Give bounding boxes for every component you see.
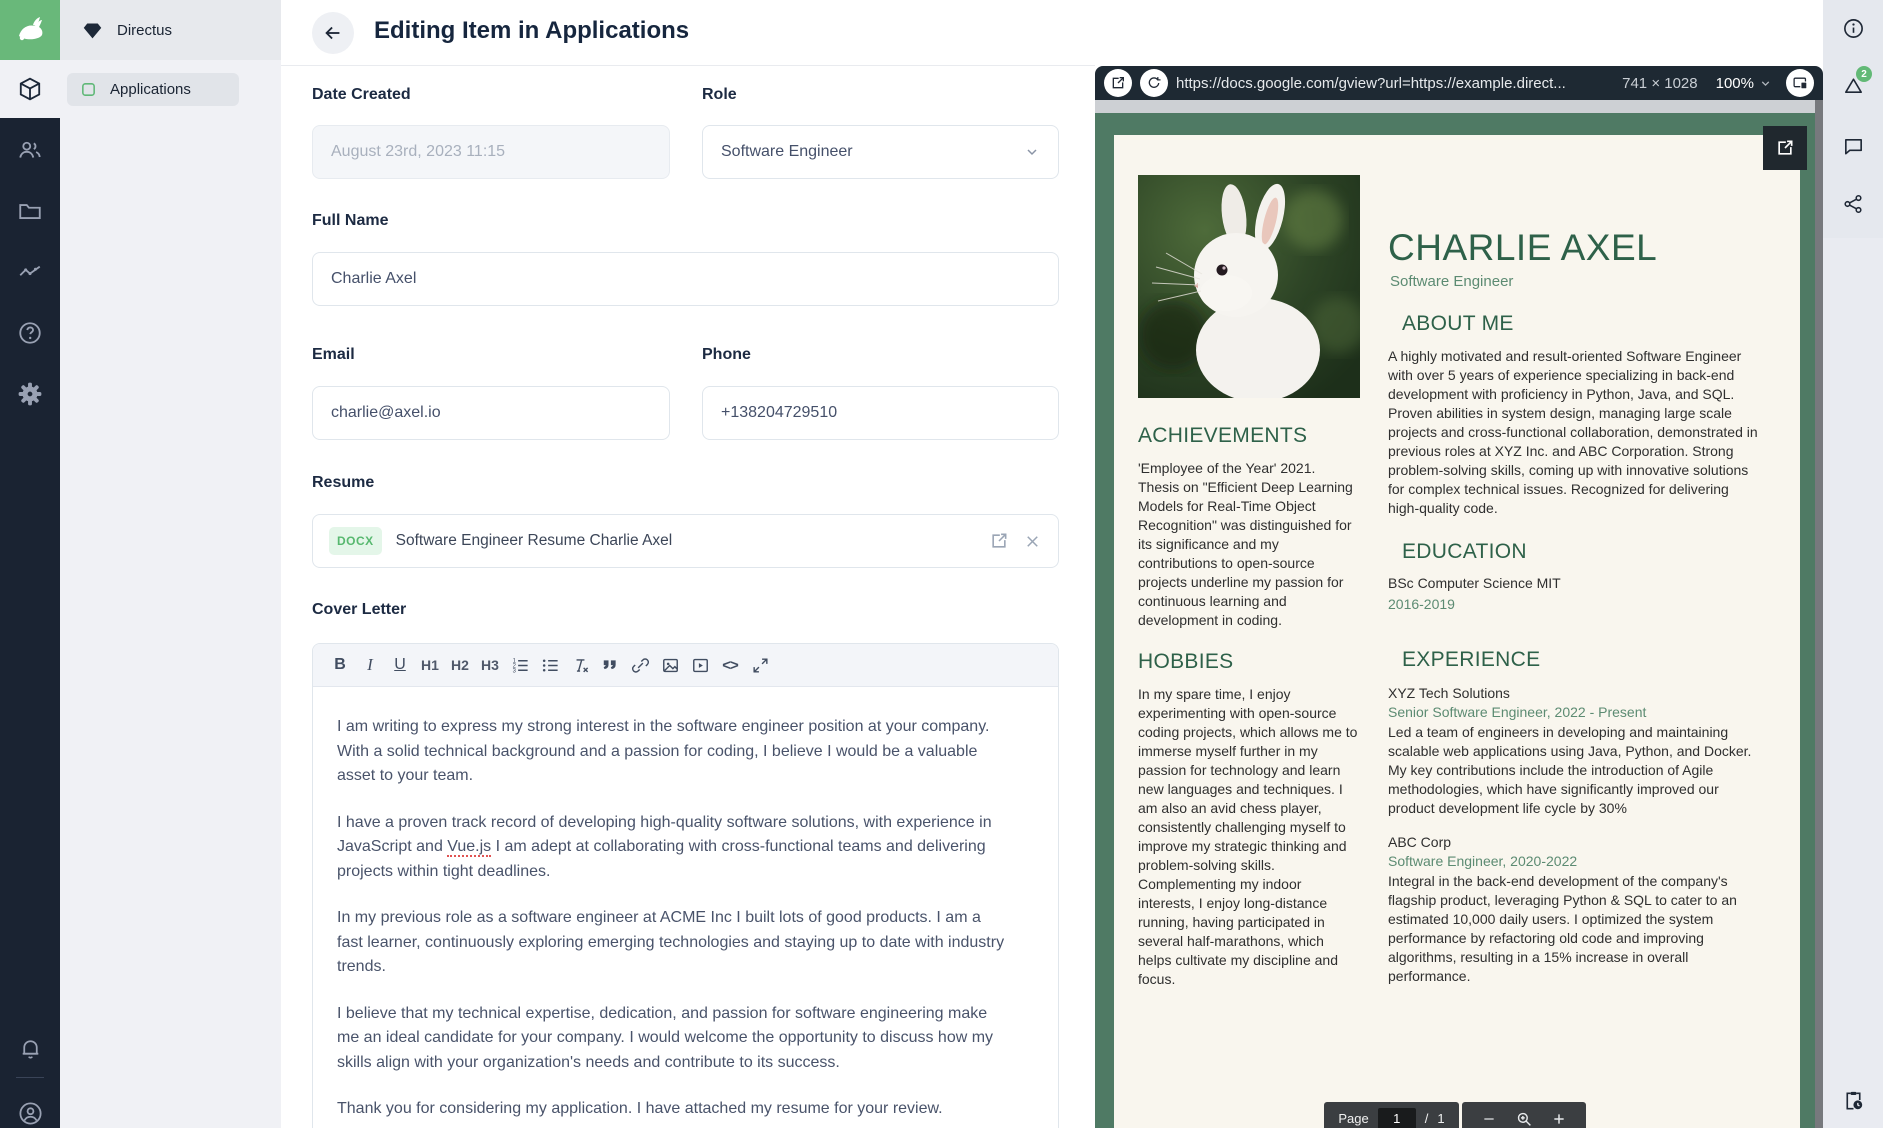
collection-icon xyxy=(80,81,97,98)
zoom-tool-button[interactable] xyxy=(1511,1110,1537,1128)
project-header[interactable] xyxy=(60,0,281,60)
cover-letter-paragraph: I believe that my technical expertise, dedication, and passion for software engineering make me an ideal candidate for your company. I would welcome the opportunity to discuss how my skills align with your organization's needs and contribute to its success. xyxy=(337,1004,994,1071)
project-name: Directus xyxy=(117,21,173,39)
job-company: ABC Corp xyxy=(1388,834,1452,850)
profile-photo xyxy=(1138,175,1360,398)
role-select[interactable] xyxy=(702,125,1059,179)
refresh-icon xyxy=(1146,75,1162,91)
bell-icon xyxy=(18,1036,43,1061)
share-button[interactable] xyxy=(1823,180,1883,228)
sidebar-item-help[interactable] xyxy=(0,304,60,362)
zoom-value: 100% xyxy=(1715,74,1754,92)
italic-button[interactable]: I xyxy=(367,655,373,674)
activity-log-button[interactable] xyxy=(1823,1076,1883,1124)
responsive-size-button[interactable] xyxy=(1786,69,1814,97)
main-content xyxy=(281,0,1095,1128)
directus-rabbit-icon xyxy=(13,13,47,47)
link-button[interactable] xyxy=(625,648,655,682)
share-icon xyxy=(1842,193,1864,215)
hobbies-text: In my spare time, I enjoy experimenting with open-source coding projects, which allows me to immerse myself further in my passion for technology and learn new languages and techniques. I am also an avid chess player, consistently challenging myself to improve my strategic thinking and problem-solving skills. Complementing my indoor interests, I enjoy long-distance running, having participated in several half-marathons, which helps cultivate my discipline and focus. xyxy=(1138,686,1358,987)
experience-heading: EXPERIENCE xyxy=(1402,648,1541,671)
bold-button[interactable]: B xyxy=(334,656,346,673)
editor-toolbar xyxy=(313,644,1058,687)
resume-left-column xyxy=(1138,175,1360,1128)
svg-text:1: 1 xyxy=(512,657,516,664)
svg-text:3: 3 xyxy=(512,667,516,674)
resume-file-field[interactable] xyxy=(312,514,1059,568)
preview-toolbar xyxy=(1095,66,1823,100)
resume-page xyxy=(1114,135,1800,1128)
job-title: Senior Software Engineer, 2022 - Present xyxy=(1388,704,1647,720)
zoom-controls-bar xyxy=(1462,1102,1586,1128)
sidebar-item-file-library[interactable] xyxy=(0,182,60,240)
preview-dimensions: 741 × 1028 xyxy=(1622,74,1698,92)
chevron-down-icon xyxy=(1024,144,1040,160)
page-title: Editing Item in Applications xyxy=(374,17,690,44)
cover-letter-paragraph: In my previous role as a software engineer at ACME Inc I built lots of good products. I am a fast learner, continuously exploring emerging technologies and staying up to date with industry trends. xyxy=(337,909,1005,975)
job-title: Software Engineer, 2020-2022 xyxy=(1388,853,1578,869)
code-button[interactable]: <> xyxy=(722,656,738,674)
hobbies-heading: HOBBIES xyxy=(1138,650,1234,673)
popout-document-button[interactable] xyxy=(1763,126,1807,170)
cover-letter-paragraph: Thank you for considering my application. I have attached my resume for your review. xyxy=(337,1100,943,1117)
sidebar-item-label: Applications xyxy=(110,81,191,98)
ordered-list-button[interactable] xyxy=(505,648,535,682)
gem-icon xyxy=(82,20,103,41)
underline-button[interactable]: U xyxy=(394,656,406,673)
page-number-bar xyxy=(1324,1102,1458,1128)
revisions-button[interactable] xyxy=(1823,61,1883,109)
clipboard-clock-icon xyxy=(1842,1089,1865,1112)
cover-letter-paragraph: I am writing to express my strong interest in the software engineer position at your company. With a solid technical background and a passion for coding, I believe I would be a valuable asset to your team. xyxy=(337,718,990,784)
devices-icon xyxy=(1792,75,1809,92)
role-value: Software Engineer xyxy=(721,143,853,160)
deselect-file-icon[interactable] xyxy=(1023,532,1042,551)
refresh-button[interactable] xyxy=(1140,69,1168,97)
sidebar-item-applications[interactable] xyxy=(67,73,239,106)
ordered-list-icon xyxy=(511,656,530,675)
clear-format-icon xyxy=(571,656,590,675)
comment-icon xyxy=(1842,135,1865,158)
image-icon xyxy=(661,656,680,675)
fullscreen-button[interactable] xyxy=(745,648,775,682)
preview-scrollbar[interactable] xyxy=(1815,100,1823,1128)
email-field[interactable] xyxy=(312,386,670,440)
misspelled-word: Vue.js xyxy=(447,838,492,855)
sidebar-item-insights[interactable] xyxy=(0,243,60,301)
folder-icon xyxy=(17,198,43,224)
zoom-select[interactable] xyxy=(1716,75,1772,92)
revisions-count-badge: 2 xyxy=(1856,66,1872,82)
phone-field[interactable] xyxy=(702,386,1059,440)
blockquote-button[interactable] xyxy=(595,648,625,682)
full-name-label: Full Name xyxy=(312,212,389,229)
fullscreen-icon xyxy=(751,656,770,675)
plus-icon xyxy=(1551,1111,1567,1127)
box-icon xyxy=(17,76,43,102)
item-info-button[interactable] xyxy=(1823,4,1883,52)
h2-button[interactable]: H2 xyxy=(451,657,469,673)
zoom-in-button[interactable] xyxy=(1546,1111,1572,1127)
user-circle-icon xyxy=(17,1100,44,1127)
sidebar-item-user-directory[interactable] xyxy=(0,121,60,179)
h3-button[interactable]: H3 xyxy=(481,657,499,673)
about-text: A highly motivated and result-oriented Software Engineer with over 5 years of experience specializing in back-end development with proficiency in Python, Java, and SQL. Proven abilities in system design, managing large scale projects and cross-functional collaboration, demonstrated in previous roles at XYZ Inc. and ABC Corporation. Strong problem-solving skills, coming up with innovative solutions for complex technical issues. Recognized for delivering high-quality code. xyxy=(1388,348,1758,516)
link-icon xyxy=(631,656,650,675)
page-label: Page xyxy=(1338,1111,1369,1126)
email-label: Email xyxy=(312,346,355,363)
zoom-out-button[interactable] xyxy=(1476,1111,1502,1127)
preview-url[interactable]: https://docs.google.com/gview?url=https://example.direct... xyxy=(1176,74,1566,92)
cover-letter-text[interactable] xyxy=(313,687,1058,1128)
h1-button[interactable]: H1 xyxy=(421,657,439,673)
magnifier-plus-icon xyxy=(1515,1110,1533,1128)
collections-sidebar xyxy=(60,0,281,1128)
job-description: Integral in the back-end development of the company's flagship product, leveraging Python & SQL to cater to an estimated 10,000 daily users. I optimized the system performance by refactoring old code and improving algorithms, resulting in a 15% increase in overall performance. xyxy=(1388,873,1737,984)
cover-letter-paragraph: I have a proven track record of developing high-quality software solutions, with experience in JavaScript and Vue.js I am adept at collaborating with cross-functional teams and delivering projects within tight deadlines. xyxy=(337,813,992,880)
experience-entry xyxy=(1388,685,1762,818)
svg-text:2: 2 xyxy=(512,662,516,669)
cover-letter-label: Cover Letter xyxy=(312,601,407,618)
resume-role: Software Engineer xyxy=(1390,273,1514,290)
activity-icon xyxy=(17,259,43,285)
cover-letter-editor xyxy=(312,643,1059,1128)
chevron-down-icon xyxy=(1759,77,1772,90)
achievements-text: 'Employee of the Year' 2021. Thesis on "Efficient Deep Learning Models for Real-Time Object Recognition" was distinguished for its significance and my contributions to open-source projects underline my passion for continuous learning and development in coding. xyxy=(1138,460,1353,628)
video-icon xyxy=(691,656,710,675)
account-button[interactable] xyxy=(0,1084,60,1128)
education-years: 2016-2019 xyxy=(1388,596,1455,612)
experience-entry xyxy=(1388,834,1762,986)
open-in-new-button[interactable] xyxy=(1104,69,1132,97)
directus-logo[interactable] xyxy=(0,0,60,60)
minus-icon xyxy=(1481,1111,1497,1127)
insert-video-button[interactable] xyxy=(685,648,715,682)
people-icon xyxy=(17,137,43,163)
date-created-field[interactable] xyxy=(312,125,670,179)
open-file-icon[interactable] xyxy=(989,531,1009,551)
resume-right-column xyxy=(1388,227,1762,1128)
blockquote-icon xyxy=(601,656,620,675)
page-number-input[interactable]: 1 xyxy=(1378,1108,1416,1128)
right-sidebar-rail xyxy=(1823,0,1883,1128)
job-company: XYZ Tech Solutions xyxy=(1388,685,1510,701)
info-icon xyxy=(1842,17,1865,40)
date-created-label: Date Created xyxy=(312,86,411,103)
left-module-rail xyxy=(0,0,60,1128)
arrow-left-icon xyxy=(322,22,344,44)
resume-label: Resume xyxy=(312,474,375,491)
help-icon xyxy=(17,320,43,346)
about-heading: ABOUT ME xyxy=(1402,312,1514,335)
file-type-badge: DOCX xyxy=(329,527,382,555)
education-degree: BSc Computer Science MIT xyxy=(1388,575,1561,591)
gear-icon xyxy=(17,381,43,407)
comments-button[interactable] xyxy=(1823,122,1883,170)
full-name-field[interactable] xyxy=(312,252,1059,306)
insert-image-button[interactable] xyxy=(655,648,685,682)
page-total: 1 xyxy=(1437,1111,1445,1126)
resume-name: CHARLIE AXEL xyxy=(1388,227,1658,268)
education-heading: EDUCATION xyxy=(1402,540,1527,563)
sidebar-item-settings[interactable] xyxy=(0,365,60,423)
external-link-icon xyxy=(1110,75,1126,91)
page-separator: / xyxy=(1424,1111,1429,1126)
achievements-heading: ACHIEVEMENTS xyxy=(1138,424,1308,447)
back-button[interactable] xyxy=(312,12,354,54)
bullet-list-icon xyxy=(541,656,560,675)
external-link-icon xyxy=(1775,138,1795,158)
resume-document xyxy=(1095,113,1815,1128)
phone-label: Phone xyxy=(702,346,751,363)
job-description: Led a team of engineers in developing and maintaining scalable web applications using Java, Python, and Docker. My key contributions include the introduction of Agile methodologies, which have significantly improved our product development life cycle by 30% xyxy=(1388,724,1752,816)
pdf-page-controls xyxy=(1095,1102,1815,1128)
rail-divider xyxy=(16,1077,44,1078)
sidebar-item-content[interactable] xyxy=(0,60,60,118)
role-label: Role xyxy=(702,86,737,103)
resume-file-name: Software Engineer Resume Charlie Axel xyxy=(395,532,673,549)
notifications-button[interactable] xyxy=(0,1019,60,1077)
document-viewport xyxy=(1095,100,1823,1128)
file-preview-panel xyxy=(1095,0,1823,1128)
clear-format-button[interactable] xyxy=(565,648,595,682)
bullet-list-button[interactable] xyxy=(535,648,565,682)
